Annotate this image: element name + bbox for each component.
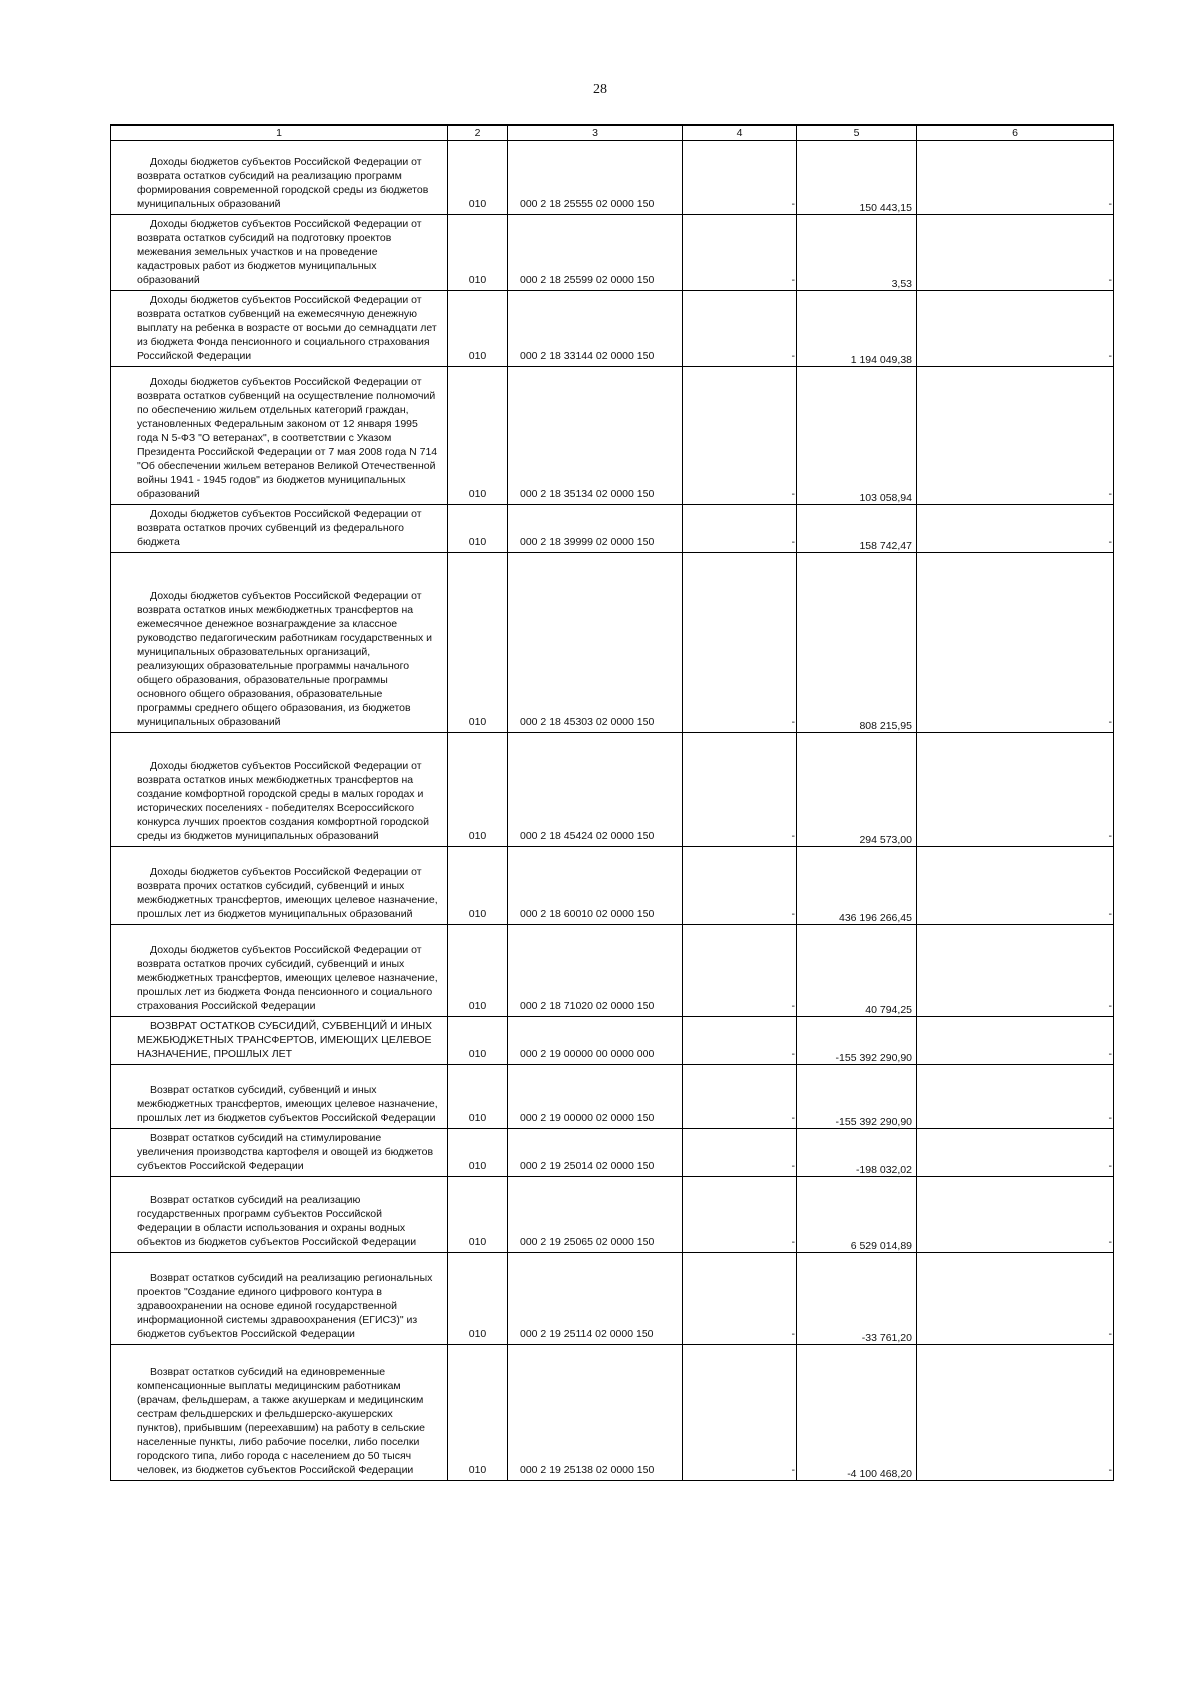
row-col4-cell — [683, 1017, 797, 1065]
row-budget-code: 000 2 18 33144 02 0000 150 — [520, 350, 655, 362]
row-col4: - — [791, 908, 795, 920]
row-col6: - — [1108, 536, 1112, 548]
row-col6-cell — [917, 505, 1114, 553]
row-line-code-cell — [448, 1253, 508, 1345]
table-row — [111, 553, 1114, 733]
row-col6-cell — [917, 1253, 1114, 1345]
row-col4: - — [791, 1000, 795, 1012]
row-col4: - — [791, 1464, 795, 1476]
row-amount: -155 392 290,90 — [835, 1116, 912, 1128]
column-header: 1 — [111, 125, 448, 141]
row-col4-cell — [683, 553, 797, 733]
row-amount: -4 100 468,20 — [847, 1468, 912, 1480]
row-name-cell — [111, 847, 448, 925]
row-line-code-cell — [448, 1177, 508, 1253]
row-name-cell — [111, 1065, 448, 1129]
row-budget-code-cell — [508, 367, 683, 505]
row-col4: - — [791, 830, 795, 842]
row-name-cell — [111, 215, 448, 291]
row-col4-cell — [683, 1177, 797, 1253]
row-line-code: 010 — [468, 1464, 487, 1476]
row-col6-cell — [917, 847, 1114, 925]
row-name: Доходы бюджетов субъектов Российской Федерации от возврата остатков субвенций на осуществление полномочий по обеспечению жильем отдельных категорий граждан, установленных Федеральным законом от 12 января 1995 года N 5-ФЗ "О ветеранах", в соответствии с Указом Президента Российской Федерации от 7 мая 2008 года N 714 "Об обеспечении жильем ветеранов Великой Отечественной войны 1941 - 1945 годов" из бюджетов муниципальных образований — [137, 376, 438, 500]
row-line-code-cell — [448, 141, 508, 215]
row-col6: - — [1108, 488, 1112, 500]
row-amount: 103 058,94 — [859, 492, 912, 504]
row-budget-code-cell — [508, 1065, 683, 1129]
row-col4-cell — [683, 925, 797, 1017]
table-row — [111, 505, 1114, 553]
row-budget-code-cell — [508, 1253, 683, 1345]
row-name-cell — [111, 1345, 448, 1481]
row-budget-code-cell — [508, 553, 683, 733]
row-budget-code: 000 2 18 45303 02 0000 150 — [520, 716, 655, 728]
table-row — [111, 1177, 1114, 1253]
row-line-code: 010 — [468, 716, 487, 728]
table-row — [111, 733, 1114, 847]
row-budget-code: 000 2 18 60010 02 0000 150 — [520, 908, 655, 920]
row-col4: - — [791, 1160, 795, 1172]
row-col6: - — [1108, 830, 1112, 842]
row-amount-cell — [797, 215, 917, 291]
row-col6: - — [1108, 1112, 1112, 1124]
row-line-code: 010 — [468, 488, 487, 500]
row-amount: -33 761,20 — [861, 1332, 912, 1344]
column-header: 4 — [683, 125, 797, 141]
row-amount-cell — [797, 925, 917, 1017]
row-name-cell — [111, 367, 448, 505]
row-col6-cell — [917, 925, 1114, 1017]
row-name: Доходы бюджетов субъектов Российской Федерации от возврата прочих остатков субсидий, субвенций и иных межбюджетных трансфертов, имеющих целевое назначение, прошлых лет из бюджетов муниципальных образований — [137, 866, 438, 920]
row-col4-cell — [683, 733, 797, 847]
row-col6-cell — [917, 367, 1114, 505]
table-row — [111, 1345, 1114, 1481]
row-col6-cell — [917, 141, 1114, 215]
row-col4-cell — [683, 1065, 797, 1129]
row-col4-cell — [683, 291, 797, 367]
row-amount-cell — [797, 367, 917, 505]
row-col4: - — [791, 198, 795, 210]
row-name: Доходы бюджетов субъектов Российской Федерации от возврата остатков прочих субсидий, субвенций и иных межбюджетных трансфертов, имеющих целевое назначение, прошлых лет из бюджета Фонда пенсионного и социального страхования Российской Федерации — [137, 944, 438, 1012]
row-line-code: 010 — [468, 1328, 487, 1340]
table-header-row — [111, 125, 1114, 141]
row-name: Доходы бюджетов субъектов Российской Федерации от возврата остатков иных межбюджетных трансфертов на ежемесячное денежное вознаграждение за классное руководство педагогическим работникам государственных и муниципальных образовательных организаций, реализующих образовательные программы начального общего образования, образовательные программы основного общего образования, образовательные программы среднего общего образования, из бюджетов муниципальных образований — [137, 590, 433, 728]
row-line-code: 010 — [468, 198, 487, 210]
row-amount: -198 032,02 — [855, 1164, 912, 1176]
row-amount-cell — [797, 733, 917, 847]
row-name: ВОЗВРАТ ОСТАТКОВ СУБСИДИЙ, СУБВЕНЦИЙ И ИНЫХ МЕЖБЮДЖЕТНЫХ ТРАНСФЕРТОВ, ИМЕЮЩИХ ЦЕЛЕВОЕ НАЗНАЧЕНИЕ, ПРОШЛЫХ ЛЕТ — [137, 1020, 433, 1060]
row-budget-code-cell — [508, 505, 683, 553]
row-budget-code-cell — [508, 1017, 683, 1065]
row-col6-cell — [917, 1065, 1114, 1129]
row-col4: - — [791, 1048, 795, 1060]
row-line-code-cell — [448, 553, 508, 733]
row-col6: - — [1108, 908, 1112, 920]
table-row — [111, 367, 1114, 505]
row-line-code-cell — [448, 1065, 508, 1129]
row-name-cell — [111, 1177, 448, 1253]
row-col6: - — [1108, 1000, 1112, 1012]
row-amount-cell — [797, 1177, 917, 1253]
row-line-code: 010 — [468, 1160, 487, 1172]
row-amount: 808 215,95 — [859, 720, 912, 732]
row-amount: 436 196 266,45 — [839, 912, 912, 924]
table-row — [111, 1129, 1114, 1177]
row-amount: 6 529 014,89 — [850, 1240, 912, 1252]
row-budget-code: 000 2 19 25114 02 0000 150 — [520, 1328, 654, 1340]
row-amount-cell — [797, 505, 917, 553]
row-name-cell — [111, 141, 448, 215]
row-col6-cell — [917, 1129, 1114, 1177]
row-col6: - — [1108, 716, 1112, 728]
row-name: Возврат остатков субсидий на реализацию государственных программ субъектов Российской Федерации в области использования и охраны водных объектов из бюджетов субъектов Российской Федерации — [137, 1194, 417, 1248]
budget-income-table — [110, 124, 1114, 1481]
row-name-cell — [111, 505, 448, 553]
row-line-code: 010 — [468, 1000, 487, 1012]
row-col6: - — [1108, 274, 1112, 286]
row-line-code: 010 — [468, 1048, 487, 1060]
row-col6-cell — [917, 291, 1114, 367]
row-name-cell — [111, 1129, 448, 1177]
row-budget-code: 000 2 18 25599 02 0000 150 — [520, 274, 655, 286]
row-name-cell — [111, 1017, 448, 1065]
row-amount-cell — [797, 847, 917, 925]
row-budget-code: 000 2 18 39999 02 0000 150 — [520, 536, 655, 548]
row-budget-code-cell — [508, 1345, 683, 1481]
row-line-code-cell — [448, 733, 508, 847]
row-col6-cell — [917, 553, 1114, 733]
row-name: Возврат остатков субсидий на реализацию региональных проектов "Создание единого цифрового контура в здравоохранении на основе единой государственной информационной системы здравоохранения (ЕГИСЗ)" из бюджетов субъектов Российской Федерации — [137, 1272, 433, 1340]
row-amount-cell — [797, 141, 917, 215]
row-col6-cell — [917, 733, 1114, 847]
column-header: 5 — [797, 125, 917, 141]
row-budget-code-cell — [508, 847, 683, 925]
row-col6: - — [1108, 350, 1112, 362]
row-line-code: 010 — [468, 1112, 487, 1124]
row-col4-cell — [683, 141, 797, 215]
row-line-code: 010 — [468, 350, 487, 362]
row-amount: -155 392 290,90 — [835, 1052, 912, 1064]
row-line-code-cell — [448, 1129, 508, 1177]
row-line-code: 010 — [468, 274, 487, 286]
row-budget-code: 000 2 19 00000 00 0000 000 — [520, 1048, 655, 1060]
row-line-code: 010 — [468, 908, 487, 920]
row-col6-cell — [917, 1345, 1114, 1481]
table-row — [111, 1253, 1114, 1345]
row-col4: - — [791, 1112, 795, 1124]
row-amount-cell — [797, 291, 917, 367]
row-line-code-cell — [448, 847, 508, 925]
row-col4-cell — [683, 367, 797, 505]
row-col6: - — [1108, 1328, 1112, 1340]
table-row — [111, 215, 1114, 291]
row-budget-code: 000 2 18 45424 02 0000 150 — [520, 830, 655, 842]
row-line-code-cell — [448, 1345, 508, 1481]
row-name-cell — [111, 925, 448, 1017]
row-budget-code-cell — [508, 1129, 683, 1177]
row-col4: - — [791, 350, 795, 362]
row-amount-cell — [797, 1345, 917, 1481]
column-header: 3 — [508, 125, 683, 141]
row-amount-cell — [797, 1017, 917, 1065]
row-line-code-cell — [448, 215, 508, 291]
row-amount: 158 742,47 — [859, 540, 912, 552]
row-name: Возврат остатков субсидий на единовременные компенсационные выплаты медицинским работникам (врачам, фельдшерам, а также акушеркам и медицинским сестрам фельдшерских и фельдшерско-акушерских пунктов), прибывшим (переехавшим) на работу в сельские населенные пункты, либо рабочие поселки, либо поселки городского типа, либо города с населением до 50 тысяч человек, из бюджетов субъектов Российской Федерации — [137, 1366, 425, 1476]
table-row — [111, 1065, 1114, 1129]
row-amount: 1 194 049,38 — [850, 354, 912, 366]
row-name: Доходы бюджетов субъектов Российской Федерации от возврата остатков субвенций на ежемесячную денежную выплату на ребенка в возрасте от восьми до семнадцати лет из бюджета Фонда пенсионного и социального страхования Российской Федерации — [137, 294, 437, 362]
row-name: Доходы бюджетов субъектов Российской Федерации от возврата остатков прочих субвенций из федерального бюджета — [137, 508, 422, 548]
row-budget-code: 000 2 18 71020 02 0000 150 — [520, 1000, 655, 1012]
row-amount: 3,53 — [891, 278, 912, 290]
page-number: 28 — [593, 82, 607, 97]
row-budget-code-cell — [508, 1177, 683, 1253]
row-col4: - — [791, 536, 795, 548]
row-amount: 150 443,15 — [859, 202, 912, 214]
row-col4: - — [791, 1328, 795, 1340]
row-name-cell — [111, 733, 448, 847]
row-line-code-cell — [448, 367, 508, 505]
row-name-cell — [111, 291, 448, 367]
row-col4-cell — [683, 1129, 797, 1177]
row-col6-cell — [917, 1017, 1114, 1065]
row-col4-cell — [683, 215, 797, 291]
column-header: 6 — [917, 125, 1114, 141]
row-line-code-cell — [448, 505, 508, 553]
row-budget-code: 000 2 19 00000 02 0000 150 — [520, 1112, 655, 1124]
row-budget-code-cell — [508, 215, 683, 291]
row-name: Доходы бюджетов субъектов Российской Федерации от возврата остатков субсидий на подготовку проектов межевания земельных участков и на проведение кадастровых работ из бюджетов муниципальных образований — [137, 218, 422, 286]
table-row — [111, 925, 1114, 1017]
row-col6: - — [1108, 1160, 1112, 1172]
row-budget-code-cell — [508, 141, 683, 215]
row-col6: - — [1108, 1464, 1112, 1476]
row-col6: - — [1108, 198, 1112, 210]
column-header: 2 — [448, 125, 508, 141]
row-amount-cell — [797, 1129, 917, 1177]
row-col4-cell — [683, 505, 797, 553]
row-line-code-cell — [448, 1017, 508, 1065]
row-col6-cell — [917, 215, 1114, 291]
row-name-cell — [111, 1253, 448, 1345]
row-budget-code: 000 2 19 25138 02 0000 150 — [520, 1464, 655, 1476]
row-name: Доходы бюджетов субъектов Российской Федерации от возврата остатков субсидий на реализацию программ формирования современной городской среды из бюджетов муниципальных образований — [137, 156, 429, 210]
table-row — [111, 141, 1114, 215]
row-line-code: 010 — [468, 830, 487, 842]
row-name: Возврат остатков субсидий на стимулирование увеличения производства картофеля и овощей из бюджетов субъектов Российской Федерации — [137, 1132, 434, 1172]
row-col4-cell — [683, 1253, 797, 1345]
row-col4: - — [791, 274, 795, 286]
row-line-code-cell — [448, 925, 508, 1017]
row-name-cell — [111, 553, 448, 733]
row-col4: - — [791, 716, 795, 728]
row-name: Возврат остатков субсидий, субвенций и иных межбюджетных трансфертов, имеющих целевое назначение, прошлых лет из бюджетов субъектов Российской Федерации — [137, 1084, 438, 1124]
row-col6-cell — [917, 1177, 1114, 1253]
table-row — [111, 291, 1114, 367]
row-line-code: 010 — [468, 536, 487, 548]
row-col6: - — [1108, 1048, 1112, 1060]
row-amount: 40 794,25 — [865, 1004, 912, 1016]
row-amount-cell — [797, 553, 917, 733]
row-line-code-cell — [448, 291, 508, 367]
row-col4: - — [791, 1236, 795, 1248]
row-budget-code: 000 2 19 25065 02 0000 150 — [520, 1236, 655, 1248]
row-budget-code-cell — [508, 291, 683, 367]
row-line-code: 010 — [468, 1236, 487, 1248]
row-budget-code-cell — [508, 925, 683, 1017]
row-amount-cell — [797, 1065, 917, 1129]
row-budget-code-cell — [508, 733, 683, 847]
row-col6: - — [1108, 1236, 1112, 1248]
row-col4-cell — [683, 1345, 797, 1481]
row-budget-code: 000 2 19 25014 02 0000 150 — [520, 1160, 655, 1172]
row-col4-cell — [683, 847, 797, 925]
row-budget-code: 000 2 18 35134 02 0000 150 — [520, 488, 655, 500]
row-amount-cell — [797, 1253, 917, 1345]
table-row — [111, 1017, 1114, 1065]
row-name: Доходы бюджетов субъектов Российской Федерации от возврата остатков иных межбюджетных трансфертов на создание комфортной городской среды в малых городах и исторических поселениях - победителях Всероссийского конкурса лучших проектов создания комфортной городской среды из бюджетов муниципальных образований — [137, 760, 429, 842]
table-row — [111, 847, 1114, 925]
row-col4: - — [791, 488, 795, 500]
row-amount: 294 573,00 — [859, 834, 912, 846]
row-budget-code: 000 2 18 25555 02 0000 150 — [520, 198, 655, 210]
